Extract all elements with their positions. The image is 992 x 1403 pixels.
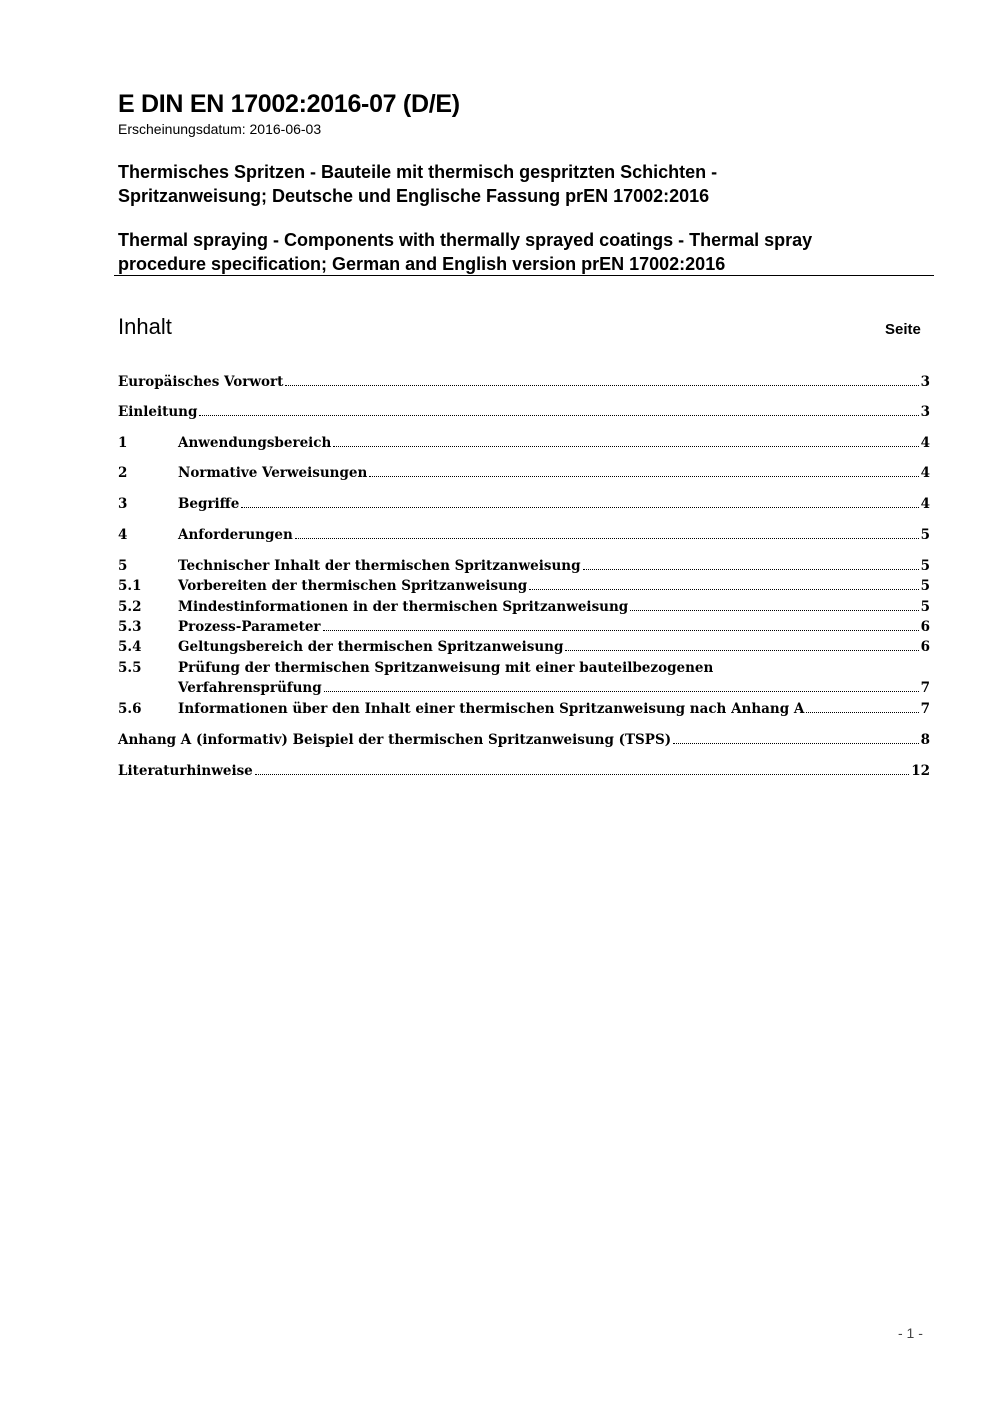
toc-entry-1[interactable]	[118, 431, 930, 451]
toc-entry-5-5-continuation[interactable]	[118, 676, 930, 696]
toc-leader	[369, 466, 918, 477]
toc-entry-page: 5	[920, 578, 930, 594]
toc-entry-title: Prozess-Parameter	[178, 619, 321, 635]
toc-page-label: Seite	[885, 321, 921, 338]
toc-entry-page: 4	[920, 435, 930, 451]
toc-entry-number: 5.3	[118, 619, 142, 635]
toc-heading: Inhalt	[118, 314, 172, 339]
toc-leader	[333, 436, 918, 447]
toc-leader	[323, 620, 919, 631]
toc-entry-number: 5.5	[118, 660, 142, 676]
title-german-line-2: Spritzanweisung; Deutsche und Englische Fassung prEN 17002:2016	[118, 186, 710, 206]
toc-entry-5-2[interactable]	[118, 595, 930, 615]
title-english	[118, 228, 918, 276]
toc-entry-title: Geltungsbereich der thermischen Spritzanweisung	[178, 639, 564, 655]
toc-entry-page: 6	[920, 619, 930, 635]
toc-entry-page: 7	[920, 680, 930, 696]
toc-entry-title: Technischer Inhalt der thermischen Spritzanweisung	[178, 558, 581, 574]
toc-entry-5-4[interactable]	[118, 635, 930, 655]
toc-leader	[295, 528, 919, 539]
toc-entry-page: 5	[920, 558, 930, 574]
toc-leader	[583, 559, 919, 570]
toc-leader	[565, 640, 918, 651]
toc-entry-title: Anhang A (informativ) Beispiel der thermischen Spritzanweisung (TSPS)	[118, 732, 672, 748]
toc-entry-page: 4	[920, 496, 930, 512]
toc-leader	[673, 733, 918, 744]
toc-entry-3[interactable]	[118, 492, 930, 512]
toc-entry-number: 5	[118, 558, 128, 574]
publication-date: Erscheinungsdatum: 2016-06-03	[118, 121, 322, 137]
toc-entry-introduction[interactable]	[118, 400, 930, 420]
toc-entry-page: 3	[920, 374, 930, 390]
toc-entry-title: Vorbereiten der thermischen Spritzanweisung	[178, 578, 528, 594]
toc-entry-number: 5.6	[118, 701, 142, 717]
title-german	[118, 160, 918, 208]
toc-leader	[241, 497, 918, 508]
toc-entry-title: Europäisches Vorwort	[118, 374, 284, 390]
toc-entry-5-3[interactable]	[118, 615, 930, 635]
toc-entry-number: 1	[118, 435, 128, 451]
toc-entry-title: Einleitung	[118, 404, 198, 420]
toc-entry-page: 6	[920, 639, 930, 655]
toc-entry-number: 2	[118, 465, 128, 481]
toc-entry-5-5[interactable]	[118, 656, 930, 676]
toc-entry-number: 5.1	[118, 578, 142, 594]
toc-entry-title: Prüfung der thermischen Spritzanweisung mit einer bauteilbezogenen	[178, 660, 714, 676]
toc-entry-number: 5.4	[118, 639, 142, 655]
toc-entry-page: 12	[911, 763, 930, 779]
toc-entry-title: Mindestinformationen in der thermischen Spritzanweisung	[178, 599, 629, 615]
toc-entry-4[interactable]	[118, 523, 930, 543]
toc-leader	[285, 375, 918, 386]
toc-entry-title: Anforderungen	[178, 527, 293, 543]
toc-entry-2[interactable]	[118, 461, 930, 481]
toc-leader	[255, 764, 909, 775]
toc-entry-page: 7	[920, 701, 930, 717]
toc-entry-5-1[interactable]	[118, 574, 930, 594]
toc-entry-title: Begriffe	[178, 496, 240, 512]
title-divider	[114, 275, 934, 276]
toc-entry-title: Anwendungsbereich	[178, 435, 332, 451]
toc-entry-5-6[interactable]	[118, 697, 930, 717]
toc-leader	[529, 579, 918, 590]
toc-leader	[199, 405, 918, 416]
toc-leader	[630, 600, 918, 611]
toc-entry-page: 5	[920, 599, 930, 615]
toc-entry-title: Literaturhinweise	[118, 763, 253, 779]
toc-entry-number: 5.2	[118, 599, 142, 615]
toc-entry-bibliography[interactable]	[118, 759, 930, 779]
toc-entry-european-foreword[interactable]	[118, 370, 930, 390]
toc-entry-page: 3	[920, 404, 930, 420]
toc-entry-title: Informationen über den Inhalt einer thermischen Spritzanweisung nach Anhang A	[178, 701, 805, 717]
toc-entry-number: 3	[118, 496, 128, 512]
title-german-line-1: Thermisches Spritzen - Bauteile mit thermisch gespritzten Schichten -	[118, 162, 718, 182]
toc-leader	[324, 681, 919, 692]
toc-entry-page: 4	[920, 465, 930, 481]
toc-entry-annex-a[interactable]	[118, 728, 930, 748]
toc-entry-5[interactable]	[118, 554, 930, 574]
toc-entry-title-continuation: Verfahrensprüfung	[178, 680, 322, 696]
toc-entry-number: 4	[118, 527, 128, 543]
title-english-line-1: Thermal spraying - Components with thermally sprayed coatings - Thermal spray	[118, 230, 813, 250]
page-number: - 1 -	[898, 1325, 923, 1341]
toc-entry-page: 8	[920, 732, 930, 748]
toc-leader	[806, 702, 918, 713]
document-id: E DIN EN 17002:2016-07 (D/E)	[118, 90, 460, 118]
toc-entry-title: Normative Verweisungen	[178, 465, 368, 481]
toc-entry-page: 5	[920, 527, 930, 543]
title-english-line-2: procedure specification; German and English version prEN 17002:2016	[118, 254, 726, 274]
